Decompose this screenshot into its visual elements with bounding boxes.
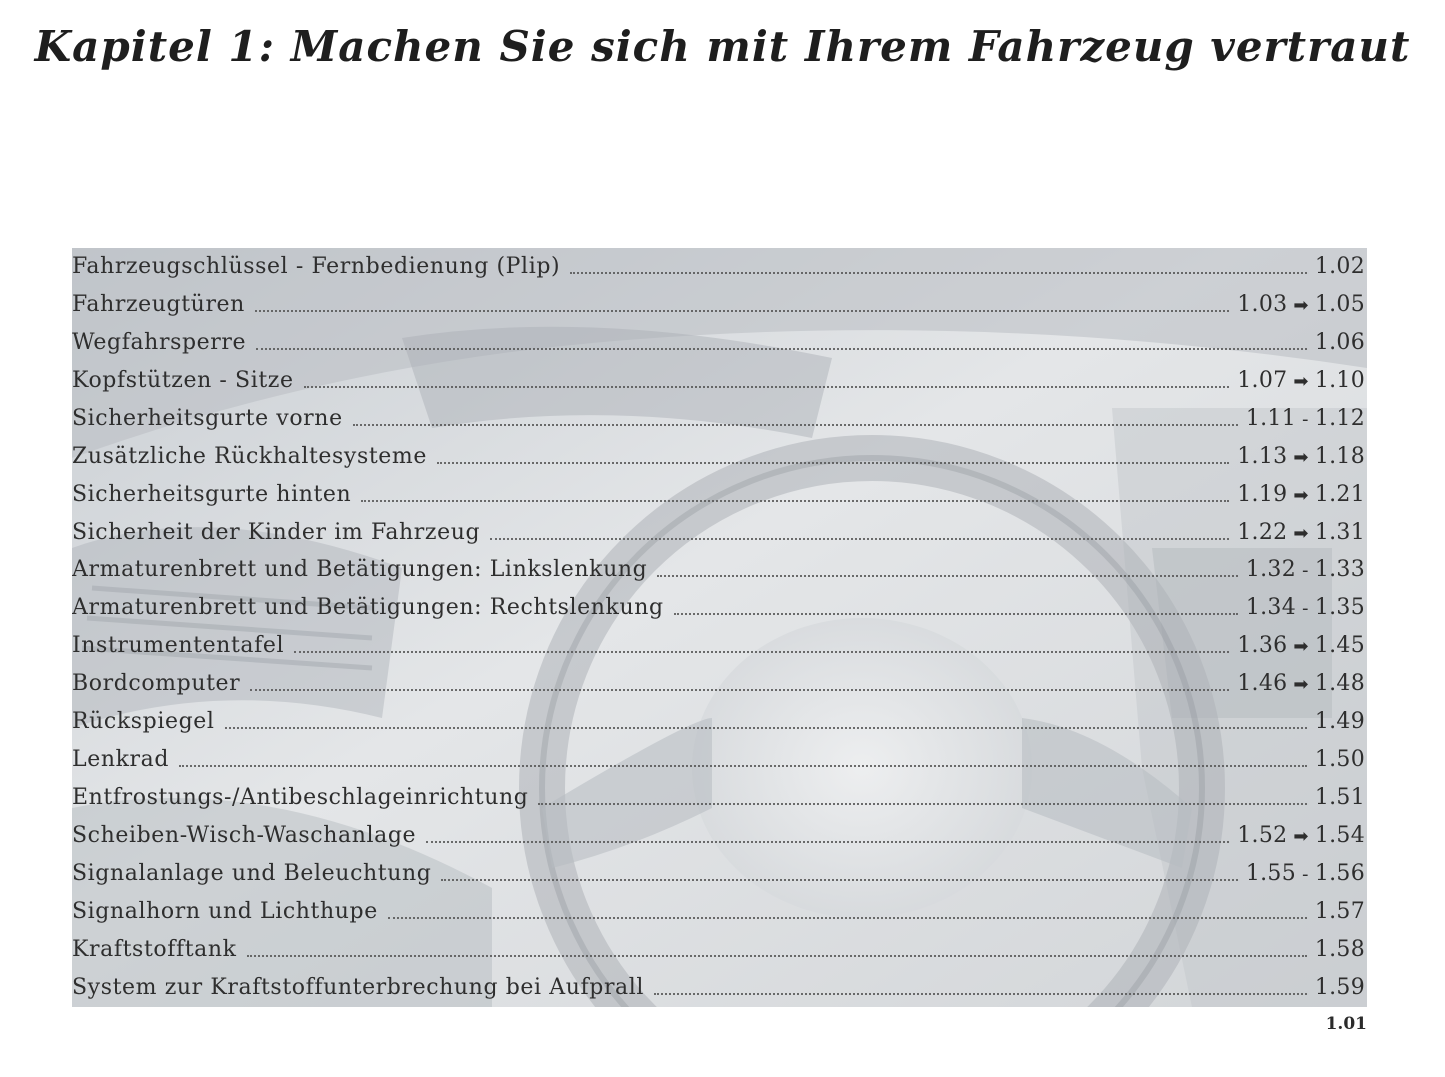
toc-entry[interactable] (72, 893, 1367, 931)
toc-page-start: 1.57 (1314, 898, 1365, 924)
toc-page-end: 1.35 (1314, 595, 1365, 621)
toc-page-start: 1.22 (1237, 519, 1288, 545)
toc-entry-label: Entfrostungs-/Antibeschlageinrichtung (72, 785, 529, 811)
toc-entry-label: Sicherheit der Kinder im Fahrzeug (72, 519, 481, 545)
toc-entry[interactable] (72, 665, 1367, 703)
dot-leader (570, 272, 1307, 274)
toc-entry-label: System zur Kraftstoffunterbrechung bei Aufprall (72, 974, 645, 1000)
toc-entry[interactable] (72, 779, 1367, 817)
toc-entry-label: Instrumententafel (72, 633, 285, 659)
toc-entry-pages (1229, 443, 1367, 469)
toc-page-start: 1.34 (1245, 595, 1297, 621)
dot-leader (179, 765, 1307, 767)
arrow-right-icon: ➡ (1293, 370, 1309, 392)
toc-entry-pages (1307, 898, 1367, 924)
toc-entry-label: Signalhorn und Lichthupe (72, 898, 378, 924)
toc-panel (72, 248, 1367, 1007)
arrow-right-icon: ➡ (1293, 294, 1309, 316)
toc-entry[interactable] (72, 324, 1367, 362)
toc-entry-pages (1229, 825, 1367, 847)
toc-entry[interactable] (72, 855, 1367, 893)
toc-entry[interactable] (72, 969, 1367, 1007)
dot-leader (255, 310, 1229, 312)
toc-page-start: 1.46 (1237, 671, 1288, 697)
dot-leader (654, 993, 1307, 995)
toc-entry[interactable] (72, 931, 1367, 969)
toc-entry-pages (1307, 936, 1367, 962)
toc-page-start: 1.11 (1245, 405, 1297, 431)
toc-entry-pages (1229, 291, 1367, 317)
chapter-title: Kapitel 1: Machen Sie sich mit Ihrem Fahrzeug vertraut (34, 22, 1411, 71)
toc-entry[interactable] (72, 741, 1367, 779)
toc-entry-pages (1307, 253, 1367, 279)
dot-leader (674, 613, 1238, 615)
toc-page-start: 1.19 (1237, 481, 1288, 507)
toc-page-start: 1.06 (1314, 329, 1365, 355)
toc-entry[interactable] (72, 817, 1367, 855)
toc-entry-label: Scheiben-Wisch-Waschanlage (72, 823, 417, 849)
dot-leader (361, 500, 1229, 502)
dot-leader (304, 386, 1230, 388)
arrow-right-icon: ➡ (1293, 636, 1309, 658)
toc-page-end: 1.33 (1314, 557, 1365, 583)
toc-page-end: 1.05 (1314, 291, 1365, 317)
dot-leader (490, 538, 1229, 540)
toc-page-start: 1.32 (1245, 557, 1297, 583)
dot-leader (256, 348, 1307, 350)
toc-entry-label: Fahrzeugschlüssel - Fernbedienung (Plip) (72, 253, 561, 279)
toc-entry[interactable] (72, 286, 1367, 324)
dot-leader (353, 424, 1238, 426)
dot-leader (294, 651, 1229, 653)
toc-page-end: 1.48 (1314, 671, 1365, 697)
toc-entry-pages (1229, 635, 1367, 657)
toc-entry[interactable] (72, 400, 1367, 438)
dot-leader (426, 841, 1229, 843)
toc-page-start: 1.36 (1237, 633, 1288, 659)
toc-entry[interactable] (72, 248, 1367, 286)
toc-entry-pages (1238, 405, 1367, 431)
toc-entry[interactable] (72, 476, 1367, 514)
dot-leader (441, 879, 1237, 881)
arrow-right-icon: ➡ (1293, 674, 1309, 696)
toc-entry-pages (1229, 367, 1367, 393)
toc-page-start: 1.02 (1314, 253, 1365, 279)
toc-entry[interactable] (72, 514, 1367, 552)
toc-page-end: 1.18 (1314, 443, 1365, 469)
toc-entry-label: Sicherheitsgurte hinten (72, 481, 352, 507)
toc-page-start: 1.50 (1314, 747, 1365, 773)
toc-entry-pages (1238, 860, 1367, 886)
range-dash: - (1302, 863, 1309, 885)
toc-entry-pages (1307, 329, 1367, 355)
dot-leader (538, 803, 1306, 805)
toc-entry-pages (1229, 519, 1367, 545)
range-dash: - (1302, 598, 1309, 620)
toc-entry-pages (1229, 481, 1367, 507)
toc-page-start: 1.03 (1237, 291, 1288, 317)
toc-page-start: 1.58 (1314, 936, 1365, 962)
toc-entry-label: Kopfstützen - Sitze (72, 367, 294, 393)
toc-page-start: 1.07 (1237, 367, 1288, 393)
toc-entry-pages (1229, 673, 1367, 695)
toc-entry-label: Fahrzeugtüren (72, 291, 245, 317)
toc-entry-pages (1238, 597, 1367, 619)
arrow-right-icon: ➡ (1293, 484, 1309, 506)
toc-entry[interactable] (72, 552, 1367, 590)
toc-entry-label: Zusätzliche Rückhaltesysteme (72, 443, 427, 469)
dot-leader (388, 917, 1307, 919)
toc-page-start: 1.59 (1314, 974, 1365, 1000)
toc-entry-label: Signalanlage und Beleuchtung (72, 860, 432, 886)
page-number: 1.01 (1325, 1014, 1367, 1034)
toc-entry-pages (1307, 711, 1367, 733)
dot-leader (657, 575, 1237, 577)
toc-entry-label: Bordcomputer (72, 671, 241, 697)
dot-leader (250, 689, 1229, 691)
toc-entry[interactable] (72, 438, 1367, 476)
toc-entry-label: Armaturenbrett und Betätigungen: Rechtslenkung (72, 595, 664, 621)
toc-page-end: 1.12 (1314, 405, 1365, 431)
toc-entry[interactable] (72, 589, 1367, 627)
toc-entry-label: Lenkrad (72, 747, 170, 773)
toc-page-end: 1.10 (1314, 367, 1365, 393)
toc-page-start: 1.49 (1314, 709, 1365, 735)
toc-page-start: 1.51 (1314, 785, 1365, 811)
toc-page-start: 1.13 (1237, 443, 1288, 469)
toc-page-start: 1.52 (1237, 823, 1288, 849)
toc-entry-pages (1307, 974, 1367, 1000)
toc-entry-label: Wegfahrsperre (72, 329, 247, 355)
toc-entry-pages (1307, 749, 1367, 771)
toc-entry-pages (1238, 559, 1367, 581)
toc-entry-label: Sicherheitsgurte vorne (72, 405, 343, 431)
toc-page-end: 1.45 (1314, 633, 1365, 659)
toc-entry[interactable] (72, 703, 1367, 741)
toc-entry-label: Kraftstofftank (72, 936, 237, 962)
arrow-right-icon: ➡ (1293, 826, 1309, 848)
dot-leader (437, 462, 1229, 464)
arrow-right-icon: ➡ (1293, 522, 1309, 544)
dot-leader (247, 955, 1307, 957)
dot-leader (225, 727, 1307, 729)
toc-page-start: 1.55 (1245, 860, 1297, 886)
toc-page-end: 1.54 (1314, 823, 1365, 849)
toc-page-end: 1.31 (1314, 519, 1365, 545)
toc-entry-pages (1307, 787, 1367, 809)
toc-page-end: 1.21 (1314, 481, 1365, 507)
toc-entry[interactable] (72, 362, 1367, 400)
toc-entry-label: Armaturenbrett und Betätigungen: Linkslenkung (72, 557, 648, 583)
toc-entry[interactable] (72, 627, 1367, 665)
toc-entry-label: Rückspiegel (72, 709, 215, 735)
table-of-contents (72, 248, 1367, 1007)
arrow-right-icon: ➡ (1293, 446, 1309, 468)
range-dash: - (1302, 408, 1309, 430)
range-dash: - (1302, 560, 1309, 582)
toc-page-end: 1.56 (1314, 860, 1365, 886)
